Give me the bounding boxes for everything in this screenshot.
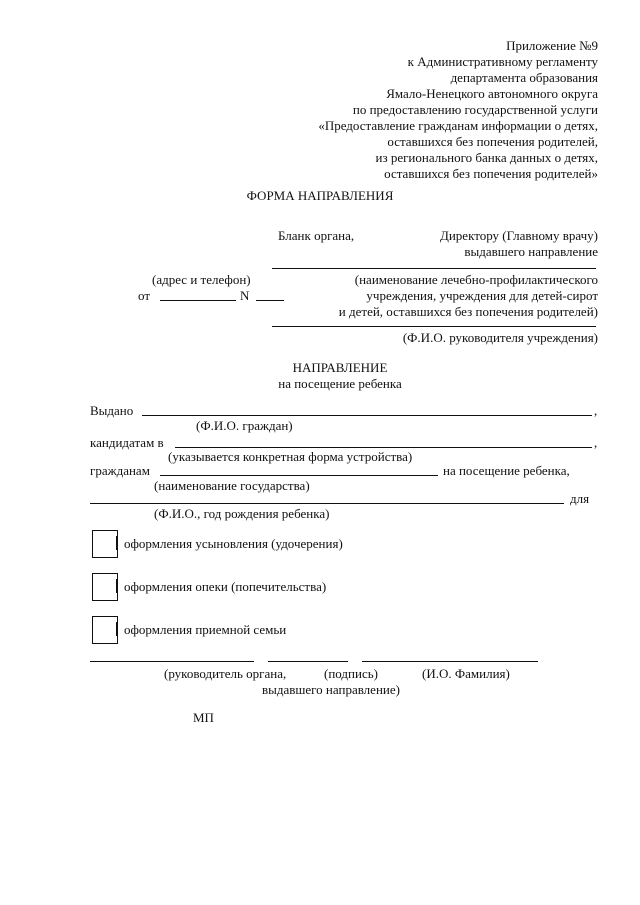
appendix-line: оставшихся без попечения родителей» (384, 166, 598, 181)
issued-label: Выдано (90, 403, 134, 418)
appendix-line: Ямало-Ненецкого автономного округа (386, 86, 598, 101)
number-blank-line (256, 300, 284, 301)
issued-blank-line (142, 415, 592, 416)
child-blank-line (90, 503, 564, 504)
name-label: (И.О. Фамилия) (422, 666, 510, 681)
from-label: от (138, 288, 151, 303)
blank-label: Бланк органа, (278, 228, 355, 243)
candidates-comma: , (594, 435, 598, 450)
institution-blank-line (272, 268, 596, 269)
head-label: (руководитель органа, (164, 666, 287, 681)
for-label: для (570, 491, 590, 506)
foster-family-checkbox[interactable] (92, 616, 118, 644)
citizens-blank-line (160, 475, 438, 476)
sign-label: (подпись) (324, 666, 378, 681)
director-line1: Директору (Главному врачу) (439, 228, 598, 243)
option-label: оформления усыновления (удочерения) (124, 536, 343, 551)
adoption-checkbox[interactable] (92, 530, 118, 558)
appendix-line: из регионального банка данных о детях, (375, 150, 598, 165)
appendix-line: по предоставлению государственной услуги (352, 102, 598, 117)
appendix-line: «Предоставление гражданам информации о детях, (318, 118, 598, 133)
checkbox-divider (116, 622, 117, 636)
direction-subtitle: на посещение ребенка (278, 376, 402, 391)
address-label: (адрес и телефон) (152, 272, 251, 287)
number-label: N (240, 288, 250, 303)
option-label: оформления опеки (попечительства) (124, 579, 327, 594)
citizens-fio-hint: (Ф.И.О. граждан) (196, 418, 293, 433)
candidates-label: кандидатам в (90, 435, 164, 450)
issuer-label: выдавшего направление) (262, 682, 400, 697)
visit-label: на посещение ребенка, (443, 463, 570, 478)
option-label: оформления приемной семьи (124, 622, 287, 637)
date-blank-line (160, 300, 236, 301)
head-blank-line (90, 661, 254, 662)
institution-hint-line: учреждения, учреждения для детей-сирот (366, 288, 598, 303)
institution-hint-line: (наименование лечебно-профилактического (354, 272, 598, 287)
appendix-line: оставшихся без попечения родителей, (387, 134, 598, 149)
guardianship-checkbox[interactable] (92, 573, 118, 601)
candidates-blank-line (175, 447, 592, 448)
state-hint: (наименование государства) (154, 478, 310, 493)
director-line2: выдавшего направление (464, 244, 598, 259)
appendix-line: к Административному регламенту (407, 54, 598, 69)
institution-hint-line: и детей, оставшихся без попечения родителей) (338, 304, 598, 319)
form-title: ФОРМА НАПРАВЛЕНИЯ (246, 188, 394, 203)
appendix-line: департамента образования (450, 70, 598, 85)
head-fio-label: (Ф.И.О. руководителя учреждения) (402, 330, 598, 345)
issued-comma: , (594, 403, 598, 418)
checkbox-divider (116, 536, 117, 550)
stamp-label: МП (193, 710, 214, 725)
sign-blank-line (268, 661, 348, 662)
placement-hint: (указывается конкретная форма устройства) (168, 449, 413, 464)
name-blank-line (362, 661, 538, 662)
appendix-line: Приложение №9 (506, 38, 598, 53)
head-fio-blank-line (272, 326, 596, 327)
child-hint: (Ф.И.О., год рождения ребенка) (154, 506, 330, 521)
checkbox-divider (116, 579, 117, 593)
direction-title: НАПРАВЛЕНИЕ (292, 360, 388, 375)
citizens-label: гражданам (90, 463, 150, 478)
